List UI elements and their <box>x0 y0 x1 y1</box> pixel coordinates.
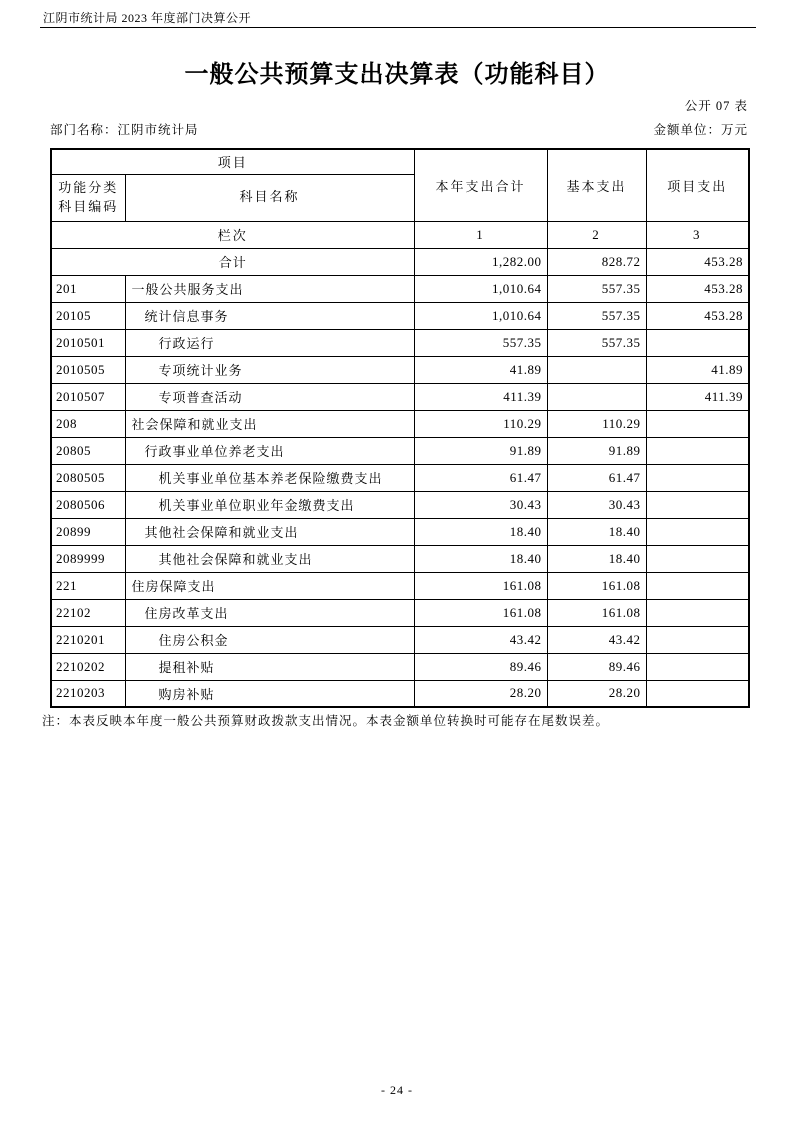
row-subject-name: 统计信息事务 <box>125 302 414 329</box>
row-total-expenditure: 91.89 <box>414 437 547 464</box>
row-code: 2010507 <box>51 383 125 410</box>
table-body <box>51 248 749 707</box>
row-basic-expenditure: 91.89 <box>547 437 646 464</box>
row-basic-expenditure: 43.42 <box>547 626 646 653</box>
column-number-3: 3 <box>646 221 749 248</box>
row-project-expenditure <box>646 572 749 599</box>
row-basic-expenditure: 557.35 <box>547 329 646 356</box>
row-code: 2210202 <box>51 653 125 680</box>
row-total-expenditure: 557.35 <box>414 329 547 356</box>
table-row <box>51 437 749 464</box>
row-project-expenditure <box>646 491 749 518</box>
row-total-expenditure: 30.43 <box>414 491 547 518</box>
row-total-expenditure: 1,010.64 <box>414 302 547 329</box>
row-subject-name: 其他社会保障和就业支出 <box>125 518 414 545</box>
row-basic-expenditure: 110.29 <box>547 410 646 437</box>
row-code: 2210203 <box>51 680 125 707</box>
row-subject-name: 提租补贴 <box>125 653 414 680</box>
table-note: 注：本表反映本年度一般公共预算财政拨款支出情况。本表金额单位转换时可能存在尾数误差。 <box>42 714 610 728</box>
row-project-expenditure <box>646 464 749 491</box>
total-row-total: 1,282.00 <box>414 248 547 275</box>
row-basic-expenditure: 28.20 <box>547 680 646 707</box>
row-basic-expenditure: 89.46 <box>547 653 646 680</box>
row-basic-expenditure: 61.47 <box>547 464 646 491</box>
row-total-expenditure: 89.46 <box>414 653 547 680</box>
total-row-basic: 828.72 <box>547 248 646 275</box>
row-basic-expenditure: 161.08 <box>547 572 646 599</box>
table-row <box>51 518 749 545</box>
header-code-cell <box>51 174 125 221</box>
row-subject-name: 机关事业单位职业年金缴费支出 <box>125 491 414 518</box>
row-basic-expenditure: 30.43 <box>547 491 646 518</box>
row-code: 2010501 <box>51 329 125 356</box>
row-code: 2210201 <box>51 626 125 653</box>
row-total-expenditure: 61.47 <box>414 464 547 491</box>
row-total-expenditure: 28.20 <box>414 680 547 707</box>
row-total-expenditure: 110.29 <box>414 410 547 437</box>
row-code: 2080506 <box>51 491 125 518</box>
row-project-expenditure <box>646 599 749 626</box>
header-project-cell: 项目 <box>51 149 414 174</box>
row-code: 20899 <box>51 518 125 545</box>
header-subject-name-cell: 科目名称 <box>125 174 414 221</box>
header-code-line2: 科目编码 <box>58 198 119 214</box>
header-divider <box>40 27 756 28</box>
row-basic-expenditure: 18.40 <box>547 545 646 572</box>
row-code: 2080505 <box>51 464 125 491</box>
table-row <box>51 653 749 680</box>
table-row <box>51 572 749 599</box>
table-header-row-index <box>51 221 749 248</box>
row-project-expenditure: 453.28 <box>646 275 749 302</box>
table-row <box>51 410 749 437</box>
row-total-expenditure: 18.40 <box>414 518 547 545</box>
header-col-basic: 基本支出 <box>547 149 646 221</box>
row-project-expenditure <box>646 545 749 572</box>
row-project-expenditure: 41.89 <box>646 356 749 383</box>
row-basic-expenditure <box>547 383 646 410</box>
row-total-expenditure: 161.08 <box>414 572 547 599</box>
row-total-expenditure: 161.08 <box>414 599 547 626</box>
row-total-expenditure: 18.40 <box>414 545 547 572</box>
department-name-label: 部门名称：江阴市统计局 <box>50 123 199 137</box>
row-subject-name: 专项普查活动 <box>125 383 414 410</box>
budget-table <box>50 148 750 708</box>
row-basic-expenditure: 161.08 <box>547 599 646 626</box>
row-code: 2010505 <box>51 356 125 383</box>
row-code: 221 <box>51 572 125 599</box>
row-project-expenditure: 453.28 <box>646 302 749 329</box>
row-code: 2089999 <box>51 545 125 572</box>
row-subject-name: 住房保障支出 <box>125 572 414 599</box>
row-subject-name: 其他社会保障和就业支出 <box>125 545 414 572</box>
row-subject-name: 行政事业单位养老支出 <box>125 437 414 464</box>
amount-unit-label: 金额单位：万元 <box>653 123 748 137</box>
table-header-row-project <box>51 149 749 174</box>
row-code: 201 <box>51 275 125 302</box>
row-project-expenditure <box>646 626 749 653</box>
row-total-expenditure: 43.42 <box>414 626 547 653</box>
table-row <box>51 545 749 572</box>
total-row-label: 合计 <box>51 248 414 275</box>
page-title: 一般公共预算支出决算表（功能科目） <box>184 61 610 88</box>
table-row <box>51 464 749 491</box>
row-code: 20805 <box>51 437 125 464</box>
header-code-line1: 功能分类 <box>58 179 119 195</box>
header-col-total: 本年支出合计 <box>414 149 547 221</box>
table-row <box>51 599 749 626</box>
table-row <box>51 383 749 410</box>
row-project-expenditure <box>646 329 749 356</box>
row-project-expenditure <box>646 518 749 545</box>
page-number: - 24 - <box>381 1083 413 1097</box>
column-number-2: 2 <box>547 221 646 248</box>
table-row <box>51 491 749 518</box>
row-basic-expenditure: 18.40 <box>547 518 646 545</box>
meta-row <box>50 120 748 138</box>
row-project-expenditure <box>646 437 749 464</box>
total-row <box>51 248 749 275</box>
table-row <box>51 275 749 302</box>
table-row <box>51 626 749 653</box>
column-number-1: 1 <box>414 221 547 248</box>
row-code: 22102 <box>51 599 125 626</box>
row-subject-name: 行政运行 <box>125 329 414 356</box>
row-basic-expenditure <box>547 356 646 383</box>
row-code: 20105 <box>51 302 125 329</box>
row-project-expenditure: 411.39 <box>646 383 749 410</box>
row-basic-expenditure: 557.35 <box>547 302 646 329</box>
row-project-expenditure <box>646 653 749 680</box>
table-number-label: 公开 07 表 <box>684 99 748 113</box>
table-row <box>51 329 749 356</box>
row-subject-name: 住房改革支出 <box>125 599 414 626</box>
row-total-expenditure: 41.89 <box>414 356 547 383</box>
row-project-expenditure <box>646 680 749 707</box>
row-subject-name: 一般公共服务支出 <box>125 275 414 302</box>
header-col-project: 项目支出 <box>646 149 749 221</box>
document-header-text: 江阴市统计局 2023 年度部门决算公开 <box>43 11 252 25</box>
row-subject-name: 专项统计业务 <box>125 356 414 383</box>
row-total-expenditure: 1,010.64 <box>414 275 547 302</box>
row-subject-name: 住房公积金 <box>125 626 414 653</box>
column-index-label-cell: 栏次 <box>51 221 414 248</box>
row-project-expenditure <box>646 410 749 437</box>
row-code: 208 <box>51 410 125 437</box>
table-row <box>51 356 749 383</box>
row-total-expenditure: 411.39 <box>414 383 547 410</box>
total-row-project: 453.28 <box>646 248 749 275</box>
table-row <box>51 680 749 707</box>
table-row <box>51 302 749 329</box>
row-subject-name: 机关事业单位基本养老保险缴费支出 <box>125 464 414 491</box>
row-subject-name: 社会保障和就业支出 <box>125 410 414 437</box>
row-basic-expenditure: 557.35 <box>547 275 646 302</box>
row-subject-name: 购房补贴 <box>125 680 414 707</box>
